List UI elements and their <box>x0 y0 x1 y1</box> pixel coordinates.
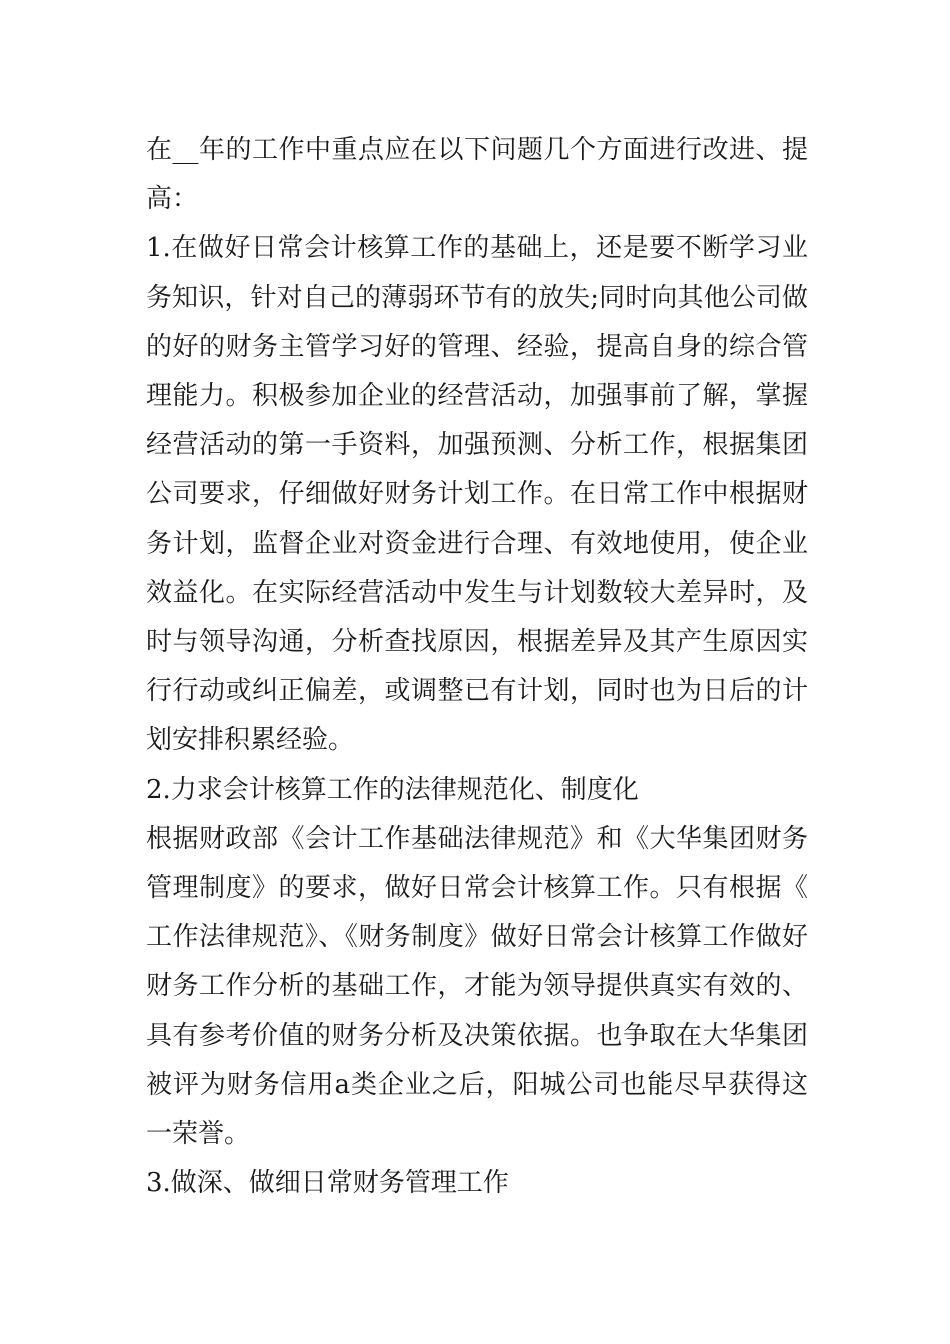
paragraph-point-2: 根据财政部《会计工作基础法律规范》和《大华集团财务管理制度》的要求，做好日常会计核算工作。只有根据《工作法律规范》、《财务制度》做好日常会计核算工作做好财务工作分析的基础工作，才能为领导提供真实有效的、具有参考价值的财务分析及决策依据。也争取在大华集团被评为财务信用a类企业之后，阳城公司也能尽早获得这一荣誉。 <box>146 823 808 1150</box>
paragraph-intro: 在__年的工作中重点应在以下问题几个方面进行改进、提高： <box>146 135 808 215</box>
paragraph-point-1: 1.在做好日常会计核算工作的基础上，还是要不断学习业务知识，针对自己的薄弱环节有的放失;同时向其他公司做的好的财务主管学习好的管理、经验，提高自身的综合管理能力。积极参加企业的经营活动，加强事前了解，掌握经营活动的第一手资料，加强预测、分析工作，根据集团公司要求，仔细做好财务计划工作。在日常工作中根据财务计划，监督企业对资金进行合理、有效地使用，使企业效益化。在实际经营活动中发生与计划数较大差异时，及时与领导沟通，分析查找原因，根据差异及其产生原因实行行动或纠正偏差，或调整已有计划，同时也为日后的计划安排积累经验。 <box>146 233 808 756</box>
paragraph-heading-2: 2.力求会计核算工作的法律规范化、制度化 <box>146 774 639 805</box>
paragraph-heading-3: 3.做深、做细日常财务管理工作 <box>146 1168 509 1199</box>
document-body <box>146 126 808 1208</box>
